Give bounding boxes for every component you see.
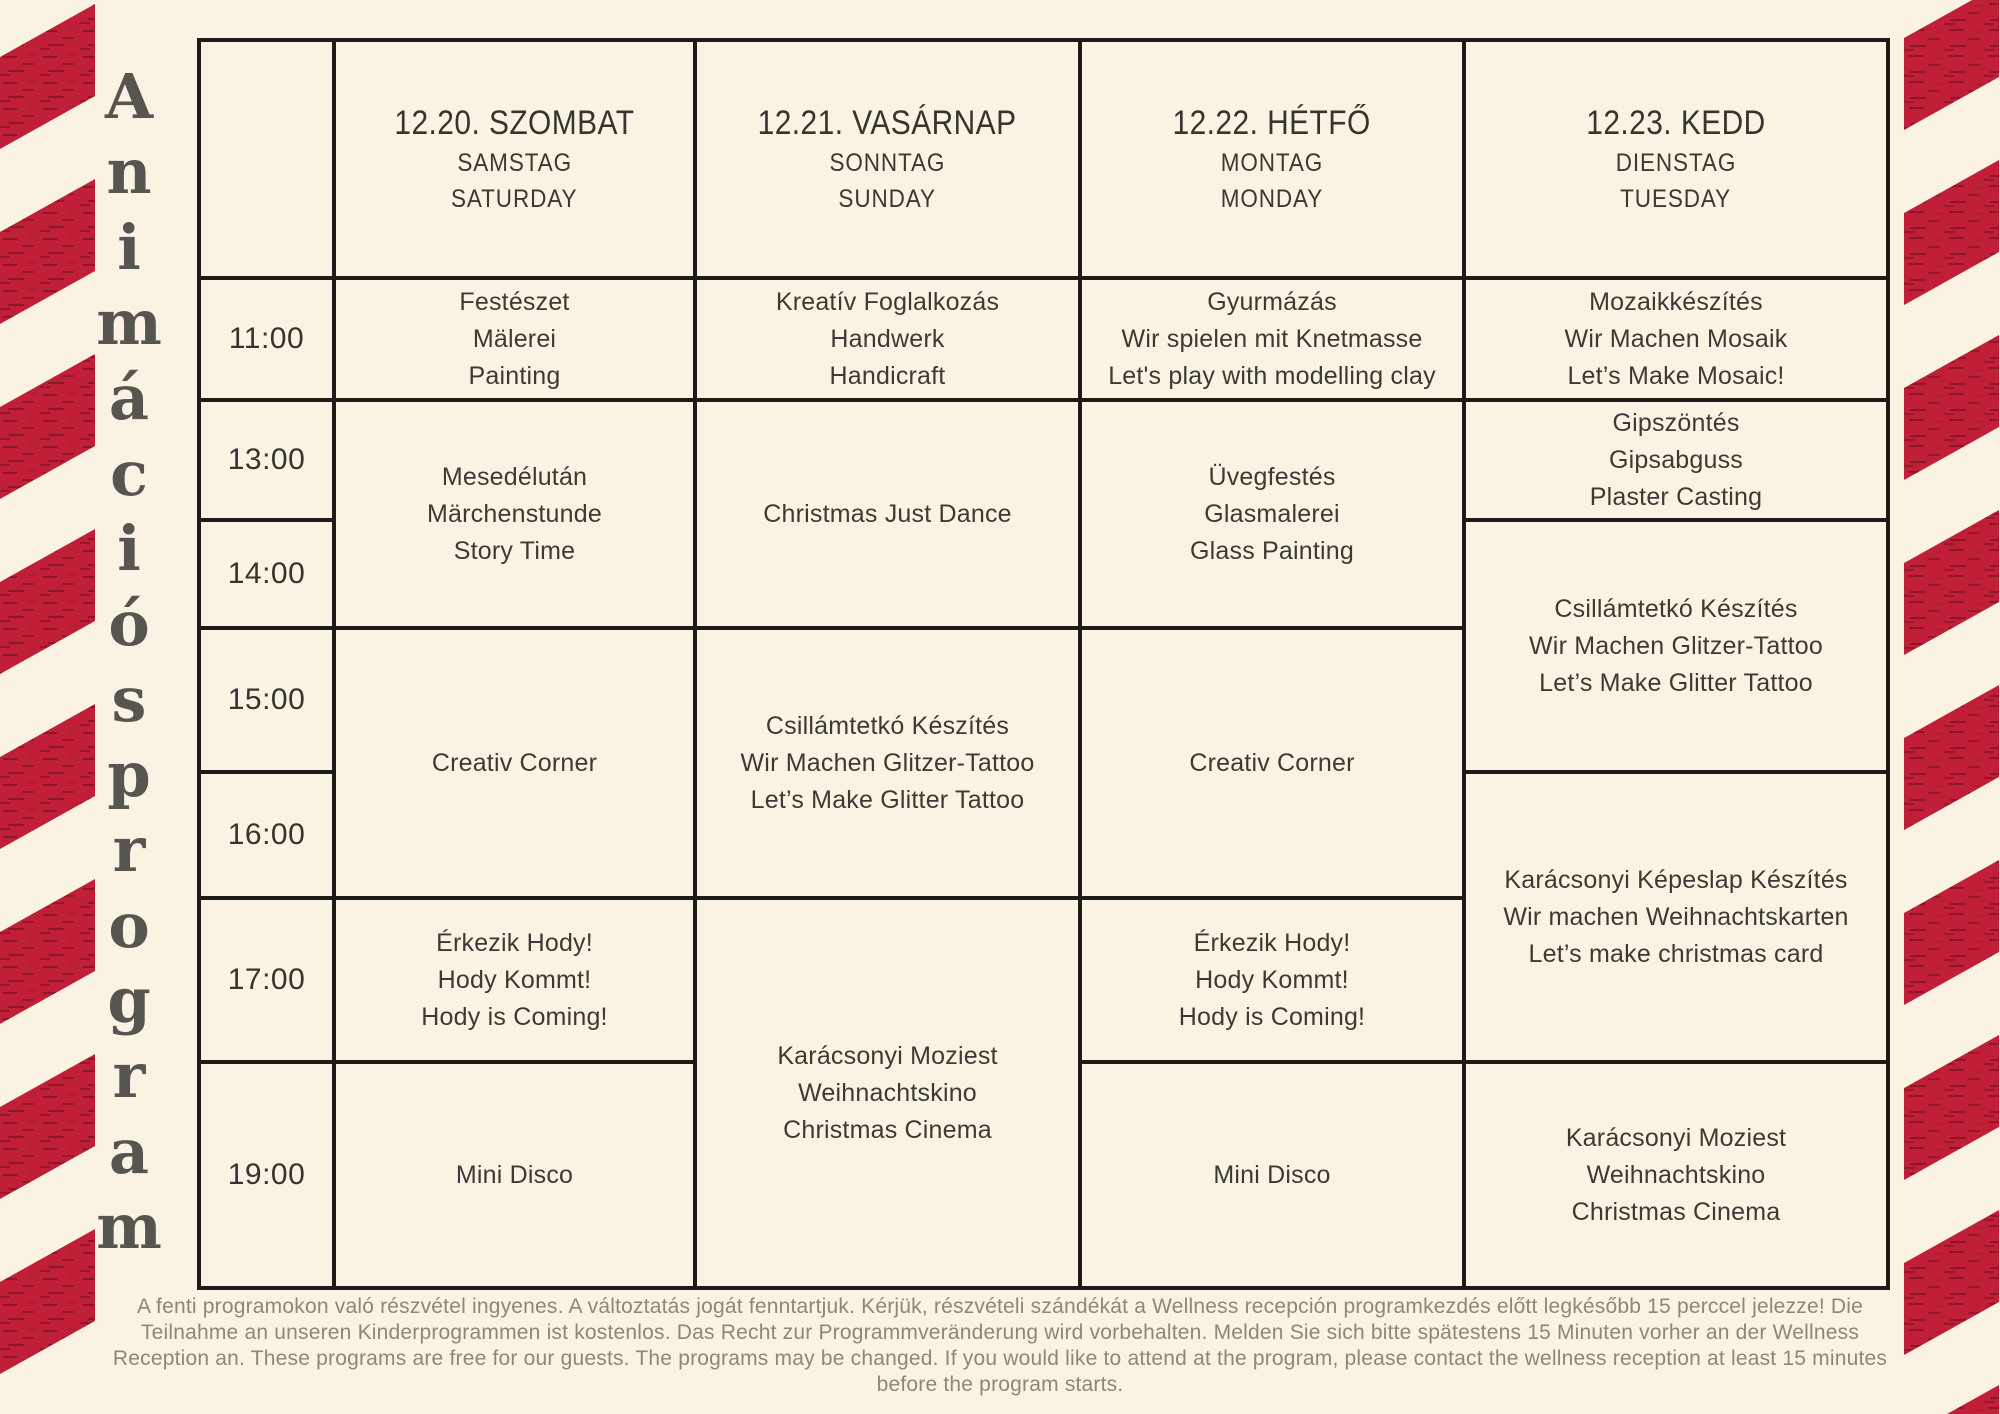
title-letter: ó xyxy=(108,587,150,661)
day-english: MONDAY xyxy=(1220,185,1324,213)
vertical-title xyxy=(90,60,168,1263)
program-line: Kreatív Foglalkozás xyxy=(775,287,1000,316)
program-line: Karácsonyi Képeslap Készítés xyxy=(1504,865,1848,894)
program-line: Weihnachtskino xyxy=(798,1078,977,1107)
cell-monday-1300-glass-painting xyxy=(1080,400,1464,628)
program-line: Mini Disco xyxy=(1213,1160,1331,1189)
title-letter: g xyxy=(107,963,151,1037)
footer-line: Teilnahme an unseren Kinderprogrammen ist kostenlos. Das Recht zur Programmveränderung wird vorbehalten. Melden Sie sich bitte spätestens 15 Minuten vorher an der Wellness xyxy=(140,1321,1860,1344)
schedule-table xyxy=(197,38,1890,1290)
program-line: Christmas Just Dance xyxy=(763,499,1012,528)
program-line: Érkezik Hody! xyxy=(1193,928,1351,957)
program-line: Festészet xyxy=(459,287,570,316)
title-letter: i xyxy=(117,511,141,585)
cell-sunday-1300-christmas-just-dance xyxy=(695,400,1080,628)
title-letter: m xyxy=(96,285,162,359)
candy-stripe-pattern-left xyxy=(0,0,96,1414)
title-letter: á xyxy=(108,361,150,435)
program-line: Hody Kommt! xyxy=(437,965,592,994)
cell-sunday-1100-handicraft xyxy=(695,278,1080,400)
cell-saturday-1700-hody xyxy=(334,898,695,1062)
program-line: Érkezik Hody! xyxy=(436,928,593,957)
cell-tuesday-1900-christmas-cinema xyxy=(1464,1062,1888,1288)
day-english: TUESDAY xyxy=(1620,185,1732,213)
program-line: Gipszöntés xyxy=(1612,408,1740,437)
time-13-00: 13:00 xyxy=(199,400,334,520)
footer-line: before the program starts. xyxy=(876,1373,1124,1396)
title-letter: i xyxy=(117,210,141,284)
program-line: Gyurmázás xyxy=(1207,287,1337,316)
program-line: Plaster Casting xyxy=(1589,482,1763,511)
cell-monday-1500-creativ-corner xyxy=(1080,628,1464,898)
program-line: Hody is Coming! xyxy=(1178,1002,1366,1031)
cell-tuesday-1100-mosaic xyxy=(1464,278,1888,400)
program-line: Let’s Make Glitter Tattoo xyxy=(750,785,1025,814)
program-line: Mälerei xyxy=(472,324,557,353)
program-line: Hody is Coming! xyxy=(421,1002,608,1031)
program-line: Creativ Corner xyxy=(431,748,598,777)
candy-stripe-pattern-right xyxy=(1904,0,2000,1414)
program-line: Gipsabguss xyxy=(1608,445,1744,474)
candy-stripes-right-svg xyxy=(1904,0,2000,1414)
footer-line: Reception an. These programs are free for our guests. The programs may be changed. If you would like to attend at the program, please contact the wellness reception at least 15 minutes xyxy=(112,1347,1888,1370)
program-line: Wir Machen Glitzer-Tattoo xyxy=(740,748,1035,777)
header-monday xyxy=(1080,40,1464,278)
program-line: Wir spielen mit Knetmasse xyxy=(1121,324,1423,353)
program-line: Weihnachtskino xyxy=(1586,1160,1766,1189)
header-corner-empty xyxy=(199,40,334,278)
day-date: 12.21. VASÁRNAP xyxy=(758,104,1017,142)
time-16-00: 16:00 xyxy=(199,772,334,898)
title-letter: o xyxy=(108,888,150,962)
program-line: Mini Disco xyxy=(455,1160,574,1189)
header-sunday xyxy=(695,40,1080,278)
cell-tuesday-1300-plaster-casting xyxy=(1464,400,1888,520)
program-line: Creativ Corner xyxy=(1189,748,1355,777)
day-english: SUNDAY xyxy=(838,185,937,213)
program-line: Handicraft xyxy=(829,361,946,390)
cell-saturday-1300-story-time xyxy=(334,400,695,628)
program-line: Csillámtetkó Készítés xyxy=(765,711,1010,740)
program-line: Let’s make christmas card xyxy=(1528,939,1824,968)
day-german: SAMSTAG xyxy=(457,149,572,177)
program-line: Painting xyxy=(468,361,561,390)
program-line: Karácsonyi Moziest xyxy=(777,1041,998,1070)
footer-line: A fenti programokon való részvétel ingyenes. A változtatás jogát fenntartjuk. Kérjük, részvételi szándékát a Wellness recepción programkezdés előtt legkésőbb 15 perccel jelezze! Die xyxy=(136,1295,1864,1318)
cell-sunday-1700-christmas-cinema xyxy=(695,898,1080,1288)
title-letter: a xyxy=(108,1114,150,1188)
program-line: Märchenstunde xyxy=(427,499,602,528)
program-line: Mesedélután xyxy=(441,462,588,491)
title-letter: s xyxy=(111,662,147,736)
program-line: Christmas Cinema xyxy=(783,1115,992,1144)
title-letter: A xyxy=(104,60,154,133)
candy-stripes-left-svg xyxy=(0,0,96,1414)
title-letter: n xyxy=(106,135,152,209)
program-line: Mozaikkészítés xyxy=(1589,287,1763,316)
cell-saturday-1900-mini-disco xyxy=(334,1062,695,1288)
cell-sunday-1500-glitter-tattoo xyxy=(695,628,1080,898)
header-tuesday xyxy=(1464,40,1888,278)
header-saturday xyxy=(334,40,695,278)
time-17-00: 17:00 xyxy=(199,898,334,1062)
cell-saturday-1100-painting xyxy=(334,278,695,400)
time-14-00: 14:00 xyxy=(199,520,334,628)
program-line: Wir Machen Mosaik xyxy=(1564,324,1788,353)
day-german: SONNTAG xyxy=(829,149,946,177)
program-line: Let's play with modelling clay xyxy=(1108,361,1436,390)
cell-monday-1700-hody xyxy=(1080,898,1464,1062)
day-german: MONTAG xyxy=(1220,149,1324,177)
program-line: Handwerk xyxy=(830,324,945,353)
program-line: Glasmalerei xyxy=(1204,499,1340,528)
title-letter: r xyxy=(112,813,146,887)
cell-tuesday-1600-christmas-card xyxy=(1464,772,1888,1062)
program-line: Üvegfestés xyxy=(1208,462,1336,491)
day-date: 12.22. HÉTFŐ xyxy=(1172,104,1372,142)
cell-monday-1100-modelling-clay xyxy=(1080,278,1464,400)
time-15-00: 15:00 xyxy=(199,628,334,772)
day-german: DIENSTAG xyxy=(1615,149,1737,177)
day-english: SATURDAY xyxy=(451,185,578,213)
time-11-00: 11:00 xyxy=(199,278,334,400)
day-date: 12.23. KEDD xyxy=(1586,104,1766,142)
program-line: Let’s Make Glitter Tattoo xyxy=(1539,668,1813,697)
title-letter: r xyxy=(112,1039,146,1113)
cell-tuesday-1400-glitter-tattoo xyxy=(1464,520,1888,772)
title-letter: m xyxy=(96,1189,162,1263)
time-19-00: 19:00 xyxy=(199,1062,334,1288)
title-letter: p xyxy=(107,737,151,811)
program-line: Wir Machen Glitzer-Tattoo xyxy=(1529,631,1823,660)
cell-saturday-1500-creativ-corner xyxy=(334,628,695,898)
program-line: Story Time xyxy=(453,536,576,565)
footer-disclaimer xyxy=(60,1294,1940,1398)
program-line: Hody Kommt! xyxy=(1195,965,1349,994)
program-line: Karácsonyi Moziest xyxy=(1565,1123,1787,1152)
program-line: Let’s Make Mosaic! xyxy=(1567,361,1785,390)
program-line: Christmas Cinema xyxy=(1571,1197,1781,1226)
day-date: 12.20. SZOMBAT xyxy=(394,104,635,142)
program-line: Glass Painting xyxy=(1190,536,1354,565)
title-letter: c xyxy=(110,436,148,510)
program-line: Csillámtetkó Készítés xyxy=(1554,594,1798,623)
program-line: Wir machen Weihnachtskarten xyxy=(1503,902,1849,931)
cell-monday-1900-mini-disco xyxy=(1080,1062,1464,1288)
